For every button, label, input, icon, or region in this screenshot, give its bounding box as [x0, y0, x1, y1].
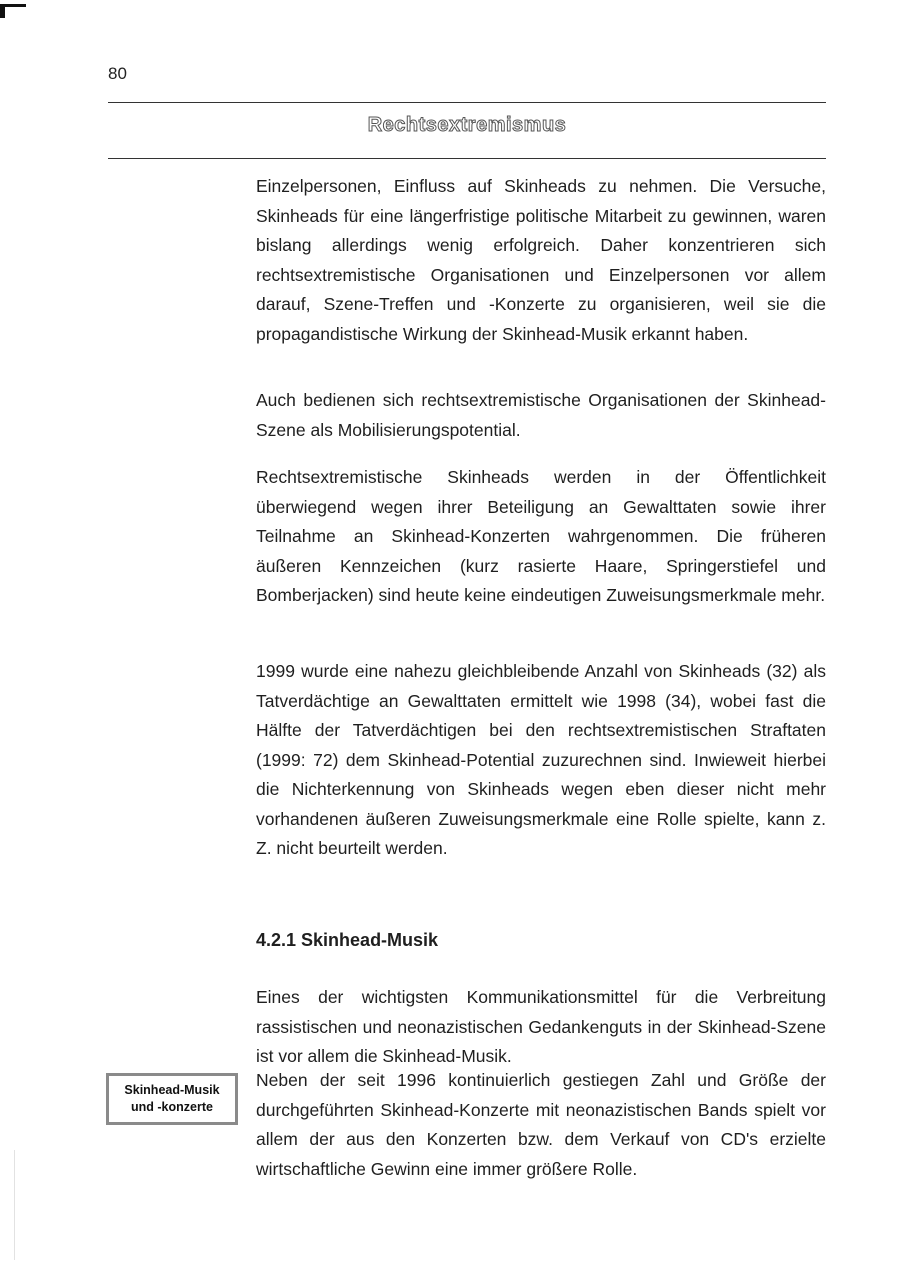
section-paragraph-2: Neben der seit 1996 kontinuierlich gestiegen Zahl und Größe der durchgeführten Skinhead-Konzerte mit neonazistischen Bands spielt vor allem der aus den Konzerten bzw. dem Verkauf von CD's erzielte wirtschaftliche Gewinn eine immer größere Rolle.	[256, 1070, 826, 1179]
paragraph-3: Rechtsextremistische Skinheads werden in der Öffentlichkeit überwiegend wegen ihrer Beteiligung an Gewalttaten sowie ihrer Teilnahme an Skinhead-Konzerten wahrgenommen. Die früheren äußeren Kennzeichen (kurz rasierte Haare, Springerstiefel und Bomberjacken) sind heute keine eindeutigen Zuweisungsmerkmale mehr.	[256, 467, 826, 605]
paragraph-4: 1999 wurde eine nahezu gleichbleibende Anzahl von Skinheads (32) als Tatverdächtige an Gewalttaten ermittelt wie 1998 (34), wobei fast die Hälfte der Tatverdächtigen bei den rechtsextremistischen Straftaten (1999: 72) dem Skinhead-Potential zuzurechnen sind. Inwieweit hierbei die Nichterkennung von Skinheads wegen eben dieser nicht mehr vorhandenen äußeren Zuweisungsmerkmale eine Rolle spielte, kann z. Z. nicht beurteilt werden.	[256, 661, 826, 858]
section-heading: 4.2.1 Skinhead-Musik	[256, 930, 439, 950]
page-number: 80	[108, 64, 127, 83]
paragraph-1: Einzelpersonen, Einfluss auf Skinheads zu nehmen. Die Versuche, Skinheads für eine längerfristige politische Mitarbeit zu gewinnen, waren bislang allerdings wenig erfolgreich. Daher konzentrieren sich rechtsextremistische Organisationen und Einzelpersonen vor allem darauf, Szene-Treffen und -Konzerte zu organisieren, weil sie die propagandistische Wirkung der Skinhead-Musik erkannt haben.	[256, 176, 826, 344]
margin-note-line-1: Skinhead-Musik	[124, 1083, 220, 1097]
margin-note-line-2: und -konzerte	[131, 1100, 213, 1114]
scan-corner-mark	[0, 4, 26, 18]
running-header-title: Rechtsextremismus	[367, 114, 567, 136]
scan-edge-shadow	[14, 1150, 15, 1260]
header-rule-top	[108, 102, 826, 103]
paragraph-2: Auch bedienen sich rechtsextremistische Organisationen der Skinhead-Szene als Mobilisierungspotential.	[256, 390, 826, 440]
section-paragraph-1: Eines der wichtigsten Kommunikationsmittel für die Verbreitung rassistischen und neonazistischen Gedankenguts in der Skinhead-Szene ist vor allem die Skinhead-Musik.	[256, 987, 826, 1066]
header-rule-bottom	[108, 158, 826, 159]
margin-note-box	[106, 1073, 238, 1125]
